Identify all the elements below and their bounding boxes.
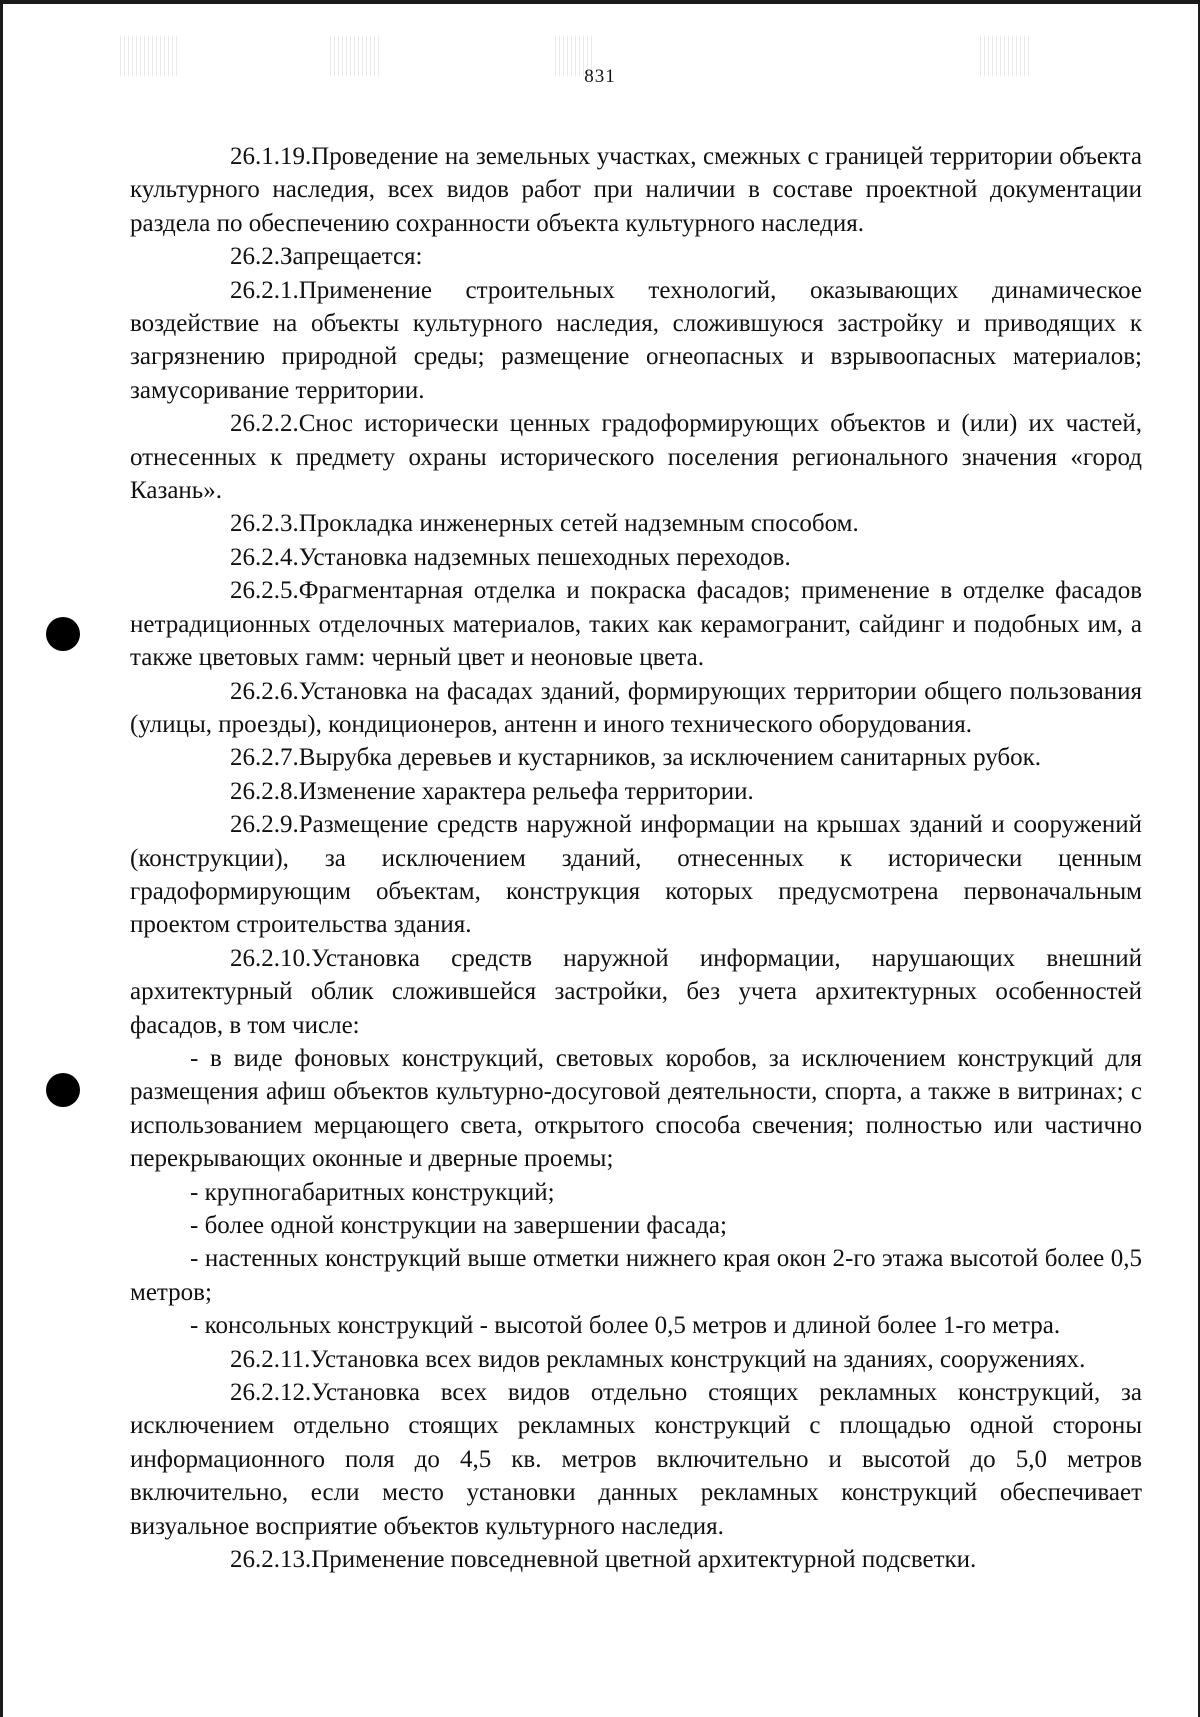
- list-item: - крупногабаритных конструкций;: [190, 1178, 555, 1206]
- clause-number: 26.2.5.: [230, 577, 299, 605]
- punch-hole: [46, 1073, 80, 1107]
- clause-number: 26.2.11.: [230, 1345, 311, 1373]
- clause-text: Размещение средств наружной информации на крышах зданий и сооружений (конструкции), за исключением зданий, отнесенных к исторически ценным градоформирующим объектам, конструкция которых предусмотрена первоначальным проектом строительства здания.: [130, 811, 1142, 939]
- clause-text: Вырубка деревьев и кустарников, за исключением санитарных рубок.: [298, 744, 1042, 772]
- clause-26-2-12: [130, 1376, 1142, 1543]
- clause-26-2: [130, 240, 1142, 273]
- document-body: [130, 140, 1142, 1576]
- clause-number: 26.2.12.: [230, 1379, 312, 1407]
- clause-text: Проведение на земельных участках, смежных с границей территории объекта культурного наследия, всех видов работ при наличии в составе проектной документации раздела по обеспечению сохранности объекта культурного наследия.: [130, 143, 1142, 237]
- list-item: - консольных конструкций - высотой более 0,5 метров и длиной более 1-го метра.: [190, 1312, 1061, 1340]
- clause-text: Установка надземных пешеходных переходов.: [298, 543, 791, 571]
- clause-26-2-10: [130, 942, 1142, 1042]
- clause-text: Установка всех видов отдельно стоящих рекламных конструкций, за исключением отдельно стоящих рекламных конструкций с площадью одной стороны информационного поля до 4,5 кв. метров включительно и высотой до 5,0 метров включительно, если место установки данных рекламных конструкций обеспечивает визуальное восприятие объектов культурного наследия.: [130, 1379, 1142, 1540]
- clause-number: 26.2.13.: [230, 1546, 312, 1574]
- clause-number: 26.2.9.: [230, 811, 299, 839]
- clause-text: Установка на фасадах зданий, формирующих территории общего пользования (улицы, проезды), кондиционеров, антенн и иного технического оборудования.: [130, 677, 1142, 738]
- clause-26-1-19: [130, 140, 1142, 240]
- clause-text: Установка всех видов рекламных конструкций на зданиях, сооружениях.: [310, 1345, 1086, 1373]
- list-item: - в виде фоновых конструкций, световых коробов, за исключением конструкций для размещения афиш объектов культурно-досуговой деятельности, спорта, а также в витринах; с использованием мерцающего света, открытого способа свечения; полностью или частично перекрывающих оконные и дверные проемы;: [130, 1044, 1142, 1173]
- clause-text: Применение строительных технологий, оказывающих динамическое воздействие на объекты культурного наследия, сложившуюся застройку и приводящих к загрязнению природной среды; размещение огнеопасных и взрывоопасных материалов; замусоривание территории.: [130, 276, 1142, 404]
- clause-number: 26.2.10.: [230, 944, 312, 972]
- clause-number: 26.1.19.: [230, 143, 312, 170]
- clause-26-2-6: [130, 675, 1142, 742]
- clause-number: 26.2.2.: [230, 410, 299, 438]
- clause-26-2-8: [130, 775, 1142, 808]
- list-item: - настенных конструкций выше отметки нижнего края окон 2-го этажа высотой более 0,5 метров;: [130, 1245, 1142, 1306]
- scan-border-left: [0, 0, 3, 1717]
- clause-26-2-4: [130, 541, 1142, 574]
- clause-text: Применение повседневной цветной архитектурной подсветки.: [311, 1546, 977, 1574]
- page-number: 831: [584, 66, 616, 87]
- clause-26-2-2: [130, 407, 1142, 507]
- clause-number: 26.2.6.: [230, 677, 299, 705]
- clause-text: Фрагментарная отделка и покраска фасадов; применение в отделке фасадов нетрадиционных отделочных материалов, таких как керамогранит, сайдинг и подобных им, а также цветовых гамм: черный цвет и неоновые цвета.: [130, 577, 1142, 672]
- scan-border-top: [0, 0, 1200, 4]
- clause-text: Прокладка инженерных сетей надземным способом.: [298, 510, 859, 538]
- clause-number: 26.2.8.: [230, 777, 299, 805]
- clause-text: Запрещается:: [280, 243, 423, 271]
- clause-26-2-11: [130, 1343, 1142, 1376]
- clause-number: 26.2.1.: [230, 276, 299, 304]
- clause-text: Изменение характера рельефа территории.: [298, 777, 754, 805]
- clause-26-2-13: [130, 1543, 1142, 1576]
- clause-text: Снос исторически ценных градоформирующих объектов и (или) их частей, отнесенных к предмету охраны исторического поселения регионального значения «город Казань».: [130, 410, 1142, 505]
- clause-text: Установка средств наружной информации, нарушающих внешний архитектурный облик сложившейся застройки, без учета архитектурных особенностей фасадов, в том числе:: [130, 944, 1142, 1039]
- punch-hole: [46, 617, 80, 651]
- list-item: - более одной конструкции на завершении фасада;: [190, 1212, 727, 1239]
- clause-26-2-1: [130, 274, 1142, 408]
- clause-26-2-7: [130, 741, 1142, 774]
- clause-number: 26.2.4.: [230, 543, 299, 571]
- clause-number: 26.2.7.: [230, 744, 299, 772]
- clause-number: 26.2.3.: [230, 510, 299, 538]
- clause-number: 26.2.: [230, 243, 280, 271]
- clause-26-2-9: [130, 808, 1142, 942]
- clause-26-2-3: [130, 507, 1142, 540]
- clause-26-2-5: [130, 574, 1142, 674]
